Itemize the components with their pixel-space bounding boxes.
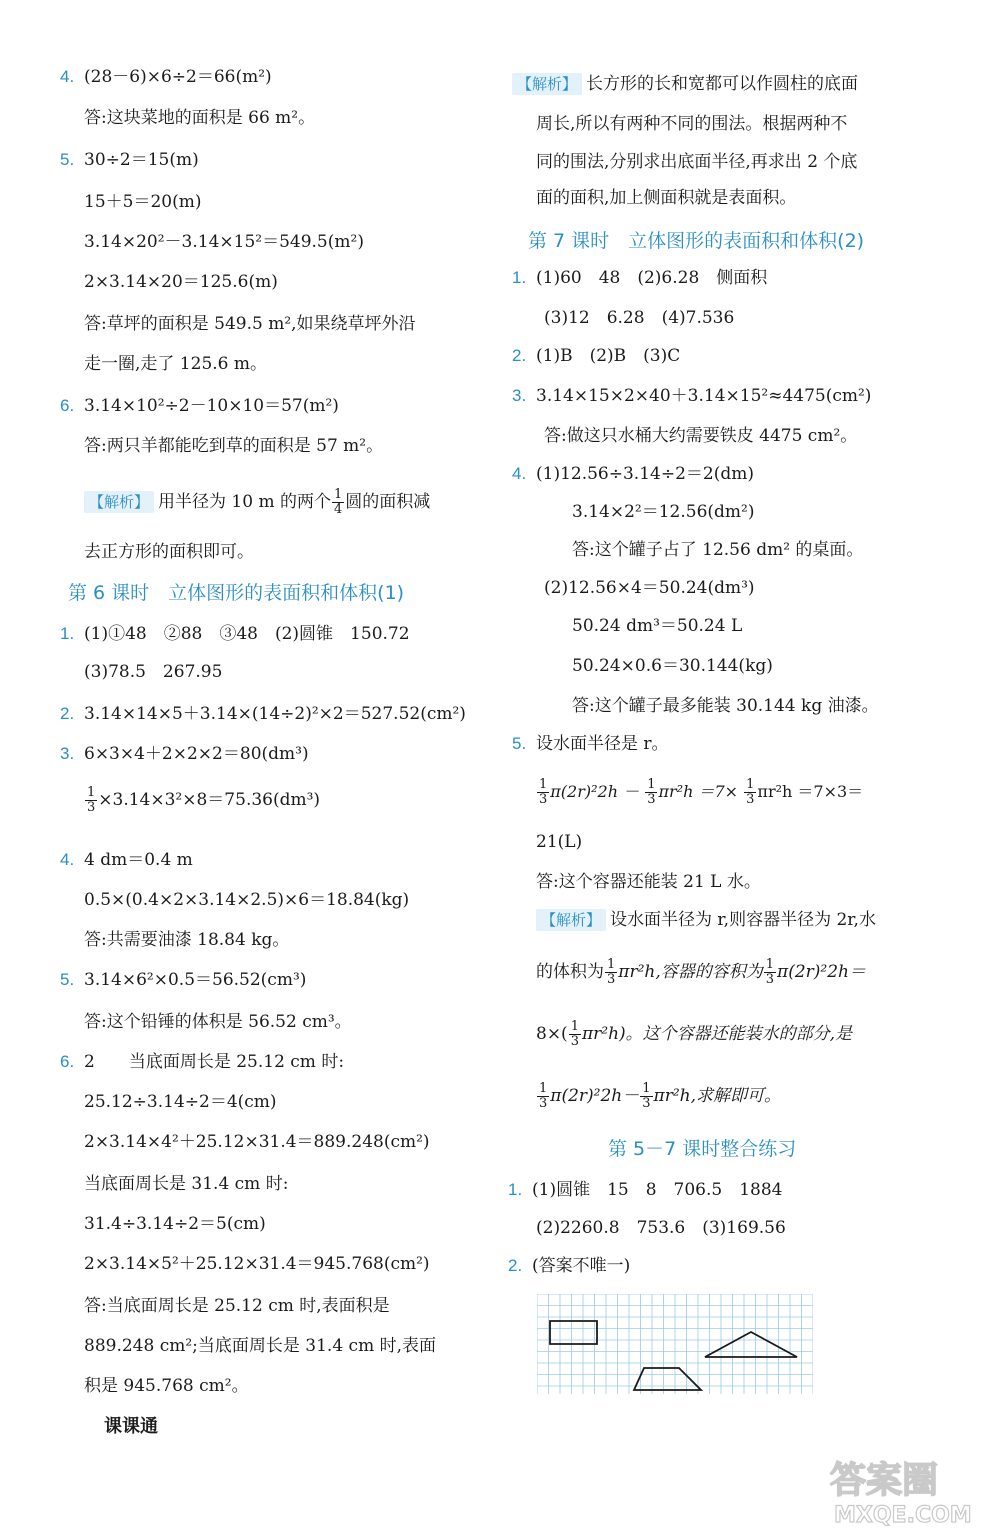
answer-line: (1)B (2)B (3)C <box>536 346 681 366</box>
answer-line: 去正方形的面积即可。 <box>84 542 254 562</box>
analysis-tag: 【解析】 <box>536 909 606 931</box>
question-number: 6. <box>60 1052 75 1071</box>
question-number: 4. <box>60 67 75 86</box>
question-number: 2. <box>512 346 527 365</box>
fraction: $\frac{1}{3}$ <box>87 785 96 815</box>
answer-line: (答案不唯一) <box>532 1256 631 1276</box>
answer-line: 答:做这只水桶大约需要铁皮 4475 cm²。 <box>544 426 858 446</box>
answer-line: (1)12.56÷3.14÷2＝2(dm) <box>536 464 754 484</box>
answer-line: 15＋5＝20(m) <box>84 192 202 212</box>
watermark-logo <box>826 1452 992 1528</box>
answer-line: 答:这个罐子最多能装 30.144 kg 油漆。 <box>572 696 879 716</box>
lesson-7-heading: 第 7 课时 立体图形的表面积和体积(2) <box>528 230 865 252</box>
question-number: 5. <box>60 150 75 169</box>
question-number: 5. <box>512 734 527 753</box>
answer-line: 走一圈,走了 125.6 m。 <box>84 354 267 374</box>
fraction: $\frac{1}{3}$ <box>539 777 548 807</box>
fraction: $\frac{1}{3}$ <box>765 957 775 987</box>
answer-line: 2 当底面周长是 25.12 cm 时: <box>84 1052 345 1072</box>
question-number: 1. <box>60 624 75 643</box>
analysis-line: 8×( $\frac{1}{3}$ πr²h)。这个容器还能装水的部分,是 <box>536 1019 853 1049</box>
question-number: 4. <box>60 850 75 869</box>
answer-line: 答:这个铅锤的体积是 56.52 cm³。 <box>84 1012 352 1032</box>
answer-line: (3)78.5 267.95 <box>84 662 223 682</box>
analysis-line: 【解析】 设水面半径为 r,则容器半径为 2r,水 <box>536 908 876 932</box>
answer-line: 答:当底面周长是 25.12 cm 时,表面积是 <box>84 1296 390 1316</box>
footer-brand: 课课通 <box>104 1416 158 1437</box>
fraction: $\frac{1}{3}$ <box>647 777 656 807</box>
trapezoid-shape <box>634 1368 701 1390</box>
answer-line: 2×3.14×5²＋25.12×31.4＝945.768(cm²) <box>84 1254 430 1274</box>
answer-line: 答:这块菜地的面积是 66 m²。 <box>84 108 316 128</box>
answer-line: (1)①48 ②88 ③48 (2)圆锥 150.72 <box>84 624 410 644</box>
fraction: $\frac{1}{3}$ <box>642 1081 651 1111</box>
answer-line: 3.14×20²－3.14×15²＝549.5(m²) <box>84 232 364 252</box>
svg-text:MXQE.COM: MXQE.COM <box>834 1503 972 1528</box>
answer-line: 积是 945.768 cm²。 <box>84 1376 249 1396</box>
answer-line: 889.248 cm²;当底面周长是 31.4 cm 时,表面 <box>84 1336 436 1356</box>
question-number: 2. <box>508 1256 523 1275</box>
fraction: $\frac{1}{4}$ <box>333 487 343 517</box>
answer-line: 答:这个容器还能装 21 L 水。 <box>536 872 761 892</box>
answer-line: (2)2260.8 753.6 (3)169.56 <box>536 1218 786 1238</box>
rectangle-shape <box>550 1321 597 1344</box>
answer-line: 答:共需要油漆 18.84 kg。 <box>84 930 290 950</box>
fraction: $\frac{1}{3}$ <box>539 1081 548 1111</box>
answer-line: 3.14×6²×0.5＝56.52(cm³) <box>84 970 307 990</box>
answer-line: 30÷2＝15(m) <box>84 150 199 170</box>
answer-line: 面的面积,加上侧面积就是表面积。 <box>536 188 797 208</box>
answer-line: 答:这个罐子占了 12.56 dm² 的桌面。 <box>572 540 864 560</box>
triangle-shape <box>705 1332 797 1357</box>
answer-line: 2×3.14×20＝125.6(m) <box>84 272 278 292</box>
answer-line: (1)60 48 (2)6.28 侧面积 <box>536 268 768 288</box>
answer-line: 设水面半径是 r。 <box>536 734 669 754</box>
analysis-line: 的体积为 $\frac{1}{3}$ πr²h,容器的容积为 $\frac{1}{3}$ π(2r)²2h＝ <box>536 957 866 987</box>
formula-line: $\frac{1}{3}$ ×3.14×3²×8＝75.36(dm³) <box>87 785 321 815</box>
analysis-line: 同的围法,分别求出底面半径,再求出 2 个底 <box>536 152 858 172</box>
analysis-line: $\frac{1}{3}$ π(2r)²2h－ $\frac{1}{3}$ πr²h,求解即可。 <box>539 1081 781 1111</box>
fraction: $\frac{1}{3}$ <box>746 777 755 807</box>
question-number: 1. <box>512 268 527 287</box>
svg-text:答案圈: 答案圈 <box>830 1460 939 1501</box>
answer-line: 50.24 dm³＝50.24 L <box>572 616 743 636</box>
answer-line: 50.24×0.6＝30.144(kg) <box>572 656 773 676</box>
question-number: 3. <box>60 744 75 763</box>
formula-line: $\frac{1}{3}$ π(2r)²2h － $\frac{1}{3}$ πr²h ＝7× $\frac{1}{3}$ πr²h ＝7×3＝ <box>539 777 864 807</box>
question-number: 1. <box>508 1180 523 1199</box>
analysis-line: 周长,所以有两种不同的围法。根据两种不 <box>536 114 848 134</box>
answer-line: 31.4÷3.14÷2＝5(cm) <box>84 1214 266 1234</box>
question-number: 2. <box>60 704 75 723</box>
lesson-6-heading: 第 6 课时 立体图形的表面积和体积(1) <box>68 582 405 604</box>
answer-line: 答:两只羊都能吃到草的面积是 57 m²。 <box>84 436 384 456</box>
answer-line: 3.14×15×2×40＋3.14×15²≈4475(cm²) <box>536 386 872 406</box>
answer-line: (2)12.56×4＝50.24(dm³) <box>544 578 755 598</box>
answer-line: (3)12 6.28 (4)7.536 <box>544 308 735 328</box>
answer-line: 25.12÷3.14÷2＝4(cm) <box>84 1092 277 1112</box>
question-number: 6. <box>60 396 75 415</box>
answer-line: 当底面周长是 31.4 cm 时: <box>84 1174 289 1194</box>
question-number: 5. <box>60 970 75 989</box>
answer-line: 6×3×4＋2×2×2＝80(dm³) <box>84 744 309 764</box>
answer-line: 2×3.14×4²＋25.12×31.4＝889.248(cm²) <box>84 1132 430 1152</box>
answer-line: 3.14×14×5＋3.14×(14÷2)²×2＝527.52(cm²) <box>84 704 466 724</box>
analysis-tag: 【解析】 <box>84 491 154 513</box>
answer-line: 3.14×10²÷2－10×10＝57(m²) <box>84 396 339 416</box>
answer-line: 4 dm＝0.4 m <box>84 850 193 870</box>
integrated-practice-heading: 第 5－7 课时整合练习 <box>608 1138 797 1160</box>
analysis-line: 【解析】 用半径为 10 m 的两个 $\frac{1}{4}$ 圆的面积减 <box>84 488 430 517</box>
question-number: 3. <box>512 386 527 405</box>
answer-line: 3.14×2²＝12.56(dm²) <box>572 502 755 522</box>
question-number: 4. <box>512 464 527 483</box>
answer-line: 0.5×(0.4×2×3.14×2.5)×6＝18.84(kg) <box>84 890 410 910</box>
analysis-line: 【解析】 长方形的长和宽都可以作圆柱的底面 <box>512 72 858 96</box>
answer-line: 答:草坪的面积是 549.5 m²,如果绕草坪外沿 <box>84 314 416 334</box>
answer-line: 21(L) <box>536 832 583 852</box>
answer-line: (1)圆锥 15 8 706.5 1884 <box>532 1180 783 1200</box>
answer-line: (28－6)×6÷2＝66(m²) <box>84 67 272 87</box>
fraction: $\frac{1}{3}$ <box>607 957 616 987</box>
grid-figure <box>537 1294 813 1394</box>
analysis-tag: 【解析】 <box>512 73 582 95</box>
fraction: $\frac{1}{3}$ <box>570 1019 579 1049</box>
